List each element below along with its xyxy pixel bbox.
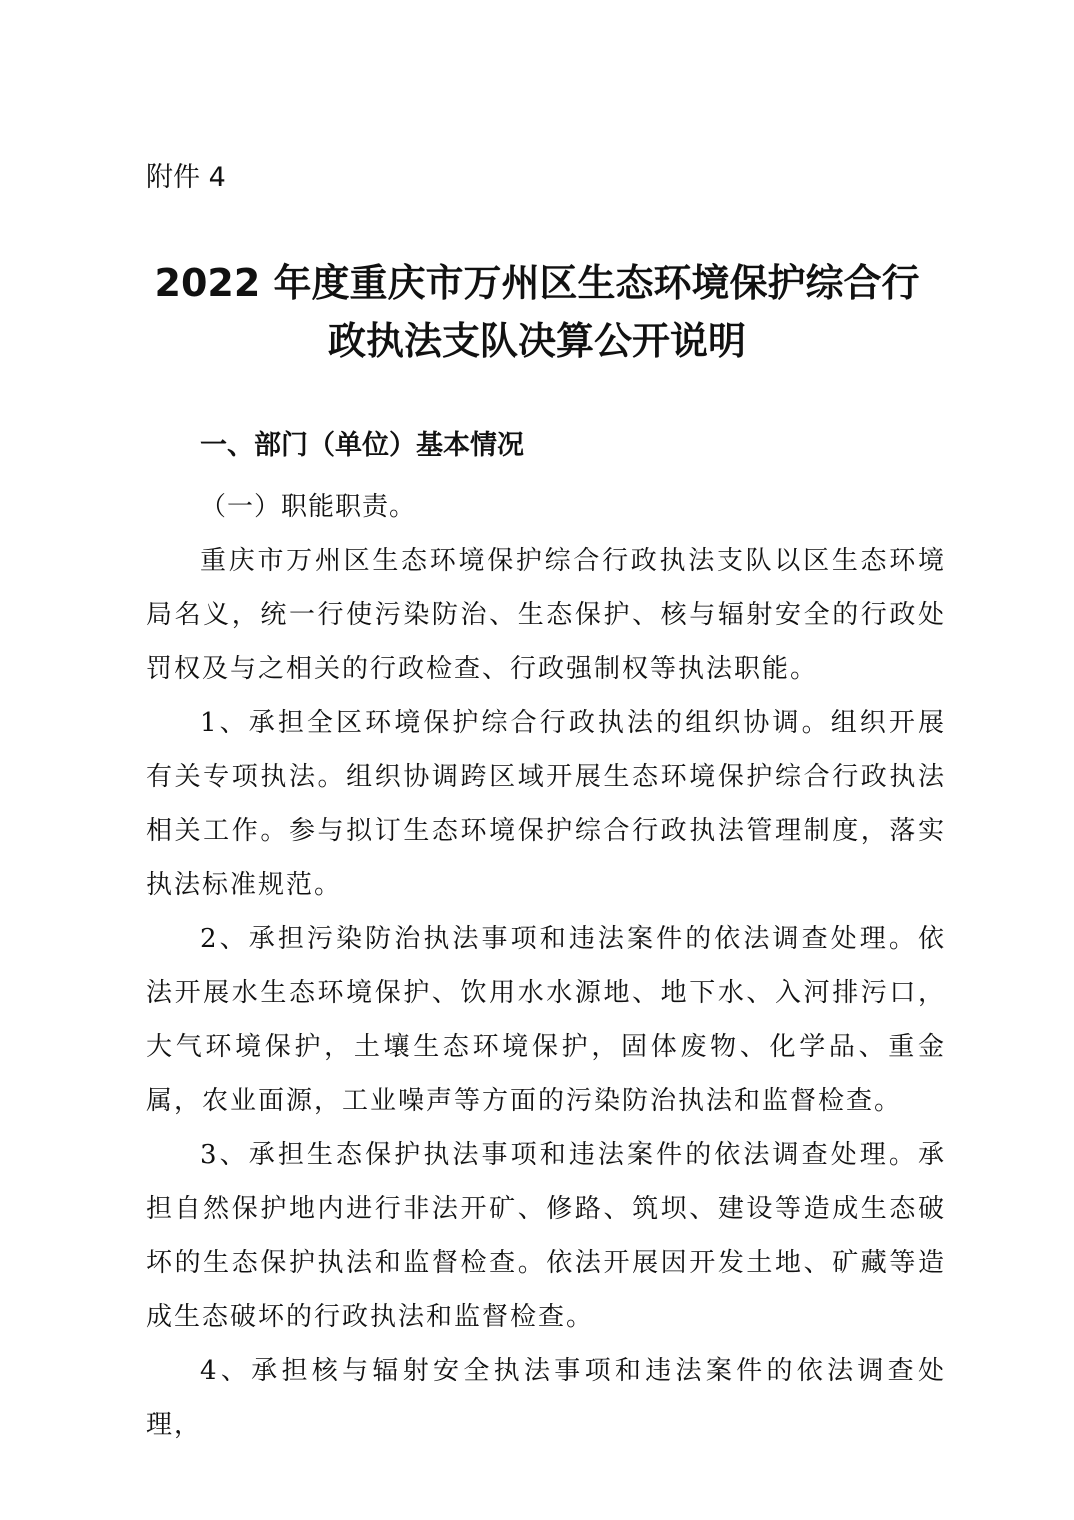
subsection-heading: （一）职能职责。	[200, 492, 417, 522]
attachment-label: 附件 4	[146, 162, 226, 193]
title-line-1: 2022 年度重庆市万州区生态环境保护综合行	[154, 261, 920, 305]
section-heading: 一、部门（单位）基本情况	[200, 430, 524, 461]
paragraph-duty-4: 4、承担核与辐射安全执法事项和违法案件的依法调查处理，	[146, 1356, 946, 1440]
document-title	[120, 254, 954, 370]
paragraph-duty-2: 2、承担污染防治执法事项和违法案件的依法调查处理。依法开展水生态环境保护、饮用水水源地、地下水、入河排污口，大气环境保护，土壤生态环境保护，固体废物、化学品、重金属，农业面源，工业噪声等方面的污染防治执法和监督检查。	[146, 924, 946, 1116]
document-body	[146, 480, 946, 1452]
paragraph-duty-3: 3、承担生态保护执法事项和违法案件的依法调查处理。承担自然保护地内进行非法开矿、修路、筑坝、建设等造成生态破坏的生态保护执法和监督检查。依法开展因开发土地、矿藏等造成生态破坏的行政执法和监督检查。	[146, 1140, 946, 1332]
title-line-2: 政执法支队决算公开说明	[327, 319, 746, 363]
paragraph-intro: 重庆市万州区生态环境保护综合行政执法支队以区生态环境局名义，统一行使污染防治、生态保护、核与辐射安全的行政处罚权及与之相关的行政检查、行政强制权等执法职能。	[146, 546, 946, 684]
paragraph-duty-1: 1、承担全区环境保护综合行政执法的组织协调。组织开展有关专项执法。组织协调跨区域开展生态环境保护综合行政执法相关工作。参与拟订生态环境保护综合行政执法管理制度，落实执法标准规范。	[146, 708, 946, 900]
